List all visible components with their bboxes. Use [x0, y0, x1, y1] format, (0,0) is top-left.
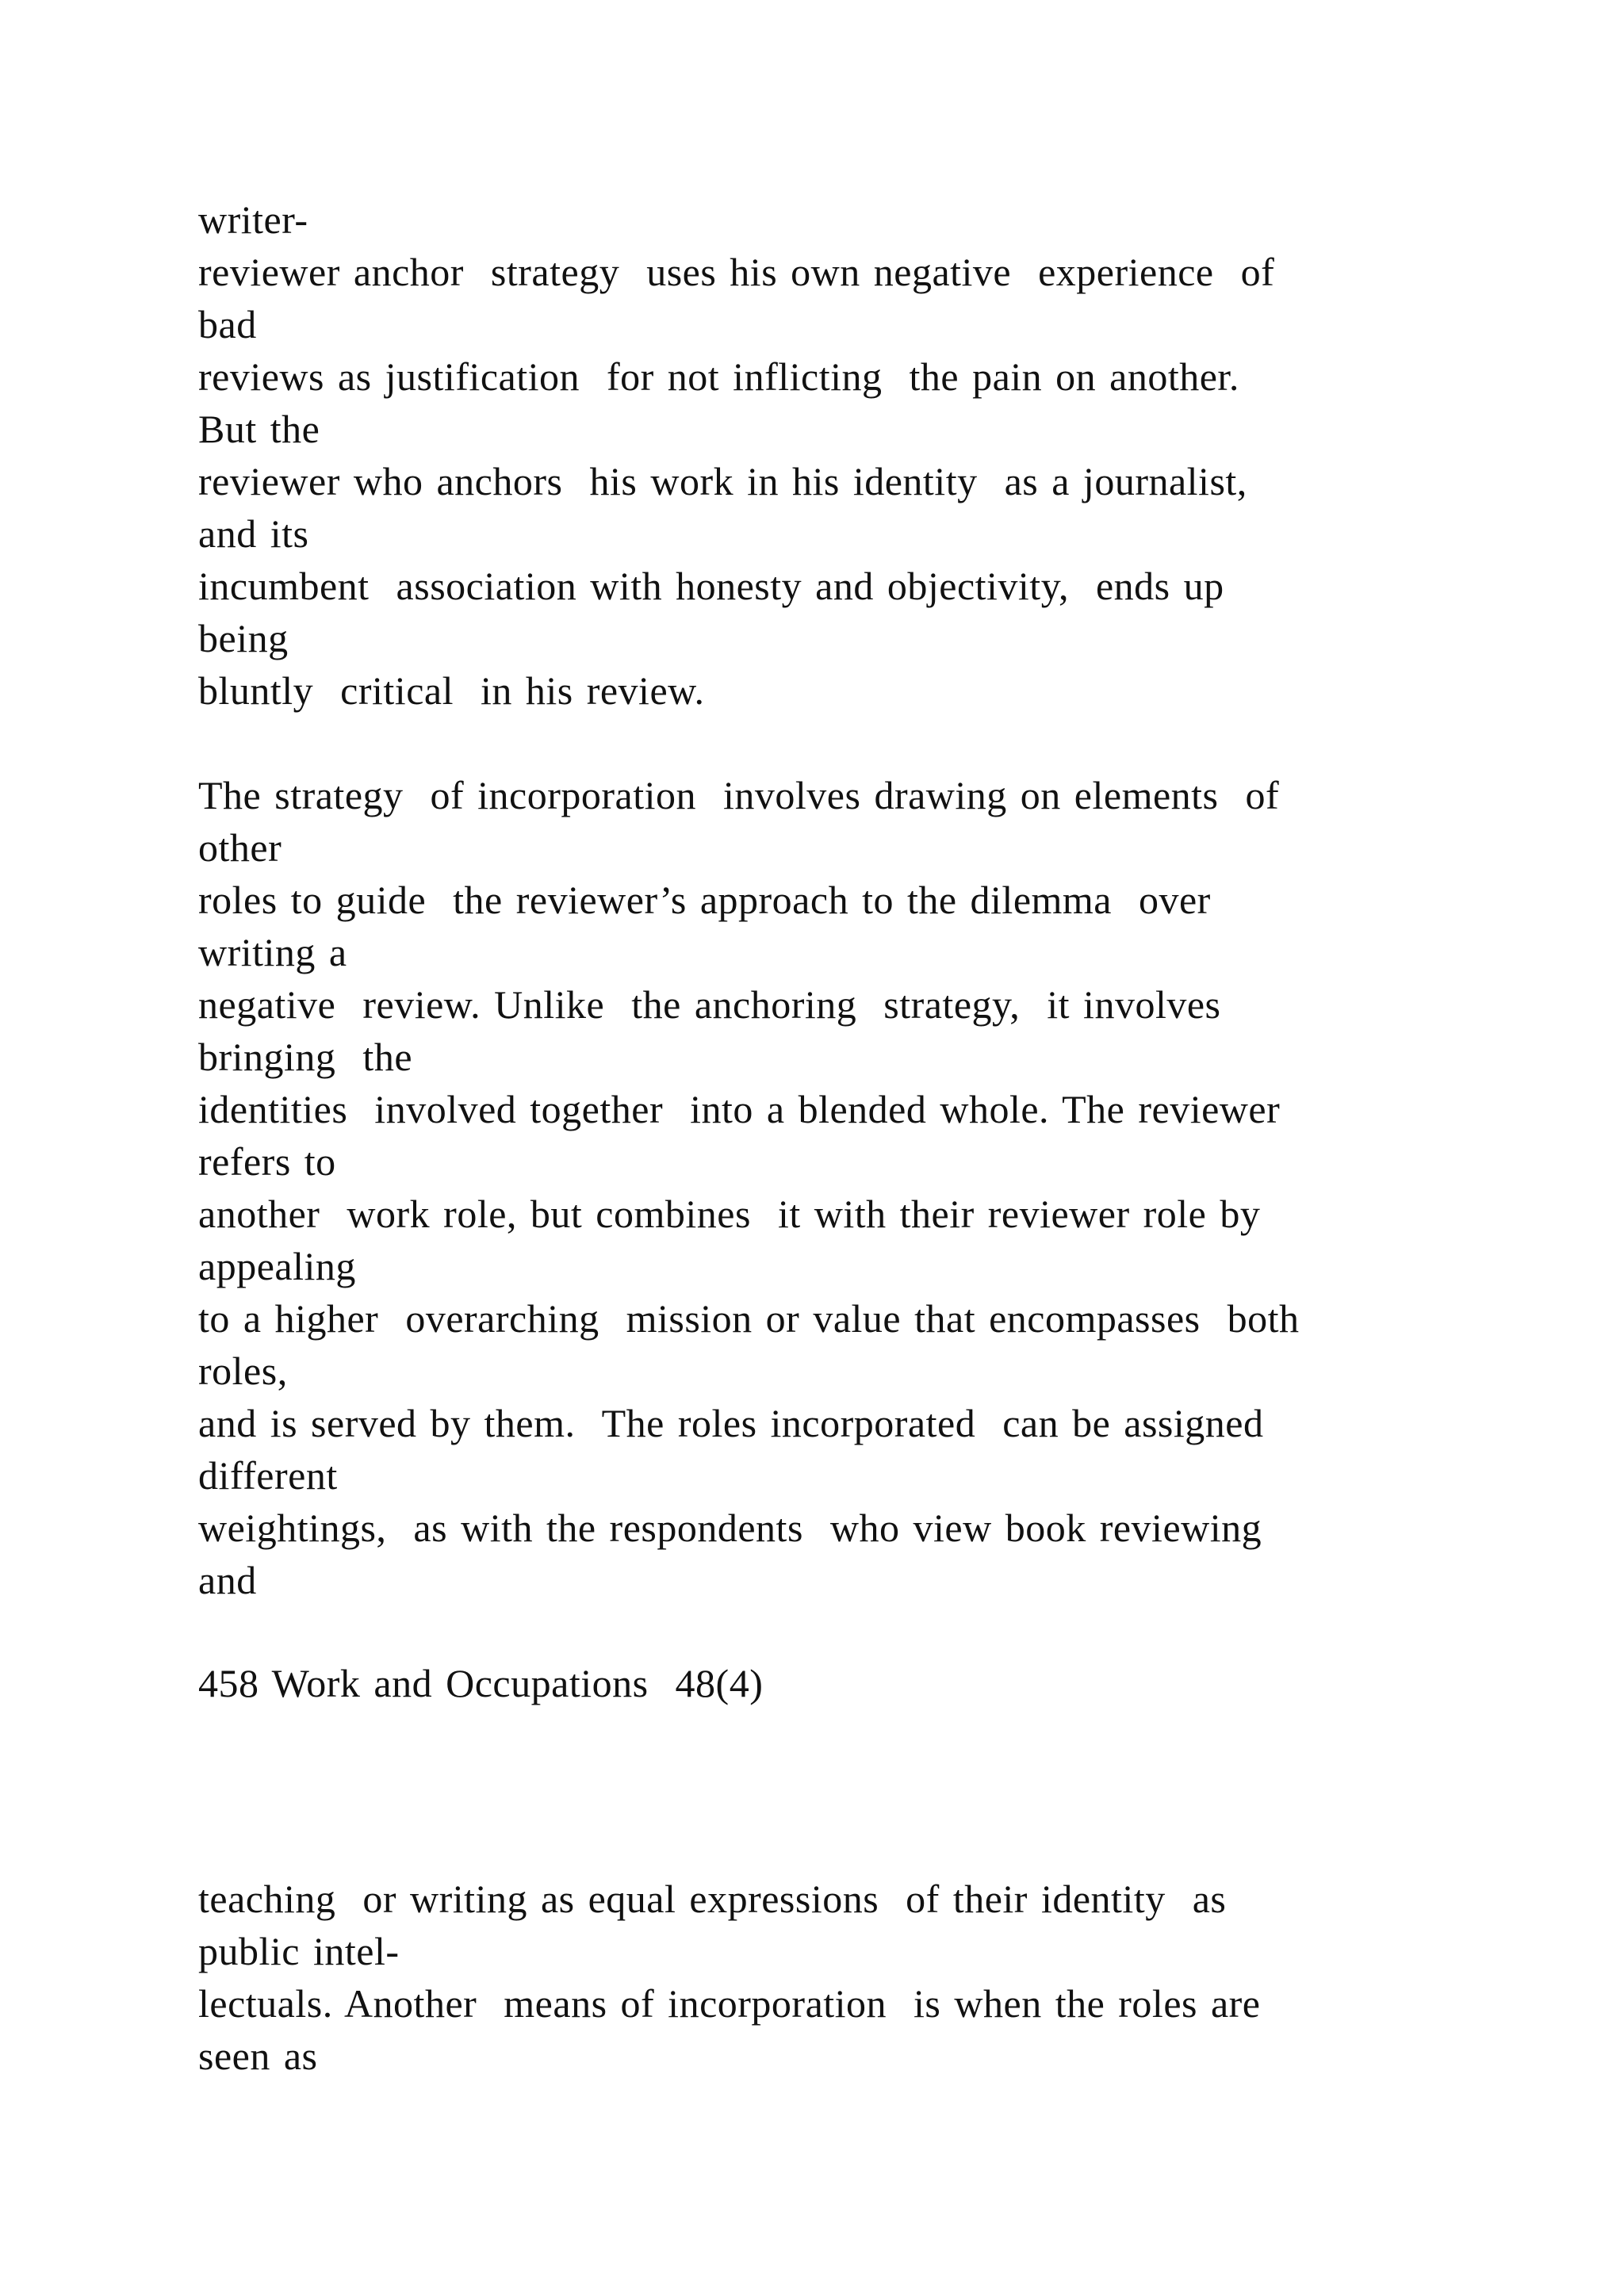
text-line: bringing the: [198, 1035, 413, 1079]
paragraph-anchor-strategy: [198, 193, 1546, 717]
text-line: roles,: [198, 1349, 288, 1393]
text-line: incumbent association with honesty and objectivity, ends up: [198, 564, 1224, 608]
text-line: other: [198, 825, 282, 870]
text-line: But the: [198, 407, 320, 451]
text-line: roles to guide the reviewer’s approach to the dilemma over: [198, 878, 1211, 922]
text-line: teaching or writing as equal expressions of their identity as: [198, 1877, 1227, 1921]
text-line: another work role, but combines it with their reviewer role by: [198, 1192, 1261, 1236]
text-line: and its: [198, 511, 309, 556]
text-line: reviewer who anchors his work in his identity as a journalist,: [198, 459, 1247, 503]
text-line: and: [198, 1558, 257, 1602]
text-line: and is served by them. The roles incorporated can be assigned: [198, 1401, 1264, 1445]
text-line: to a higher overarching mission or value that encompasses both: [198, 1296, 1300, 1341]
text-line: reviews as justification for not inflicting the pain on another.: [198, 354, 1239, 399]
text-line: lectuals. Another means of incorporation is when the roles are: [198, 1981, 1261, 2026]
text-line: refers to: [198, 1139, 336, 1184]
text-line: different: [198, 1453, 338, 1498]
paragraph-continuation: [198, 1873, 1546, 2082]
text-line: negative review. Unlike the anchoring strategy, it involves: [198, 982, 1221, 1027]
text-line: weightings, as with the respondents who view book reviewing: [198, 1506, 1262, 1550]
text-line: writer-: [198, 197, 308, 242]
text-line: writing a: [198, 930, 347, 974]
text-line: appealing: [198, 1244, 356, 1288]
text-line: public intel-: [198, 1929, 400, 1973]
footer-text: 458 Work and Occupations 48(4): [198, 1661, 764, 1705]
text-line: reviewer anchor strategy uses his own negative experience of: [198, 250, 1275, 294]
text-line: The strategy of incorporation involves drawing on elements of: [198, 773, 1280, 817]
paragraph-incorporation-strategy: [198, 769, 1546, 1606]
text-line: identities involved together into a blended whole. The reviewer: [198, 1087, 1281, 1131]
text-line: being: [198, 616, 289, 660]
page-footer: [198, 1657, 1546, 1709]
text-line: bluntly critical in his review.: [198, 668, 705, 713]
text-line: bad: [198, 302, 257, 346]
text-line: seen as: [198, 2034, 318, 2078]
